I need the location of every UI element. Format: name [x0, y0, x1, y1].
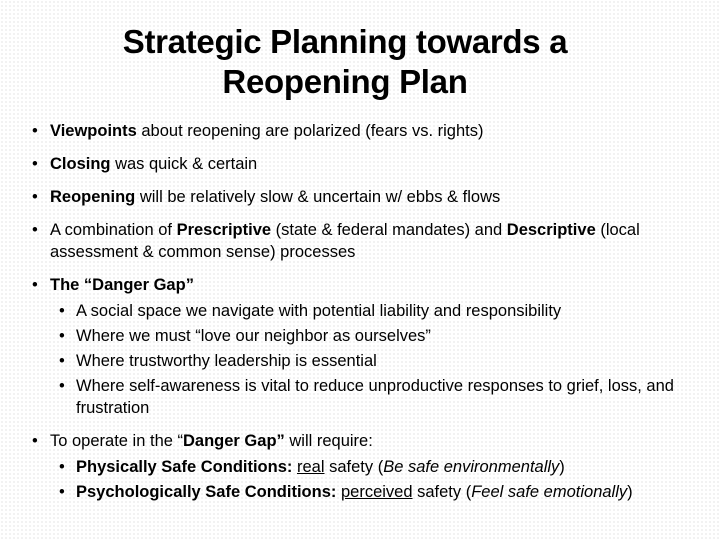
sub-bullet-psychological — [50, 481, 690, 503]
slide-title-line-2: Reopening Plan — [222, 63, 468, 100]
sub-bullet-underline: perceived — [340, 483, 413, 501]
bullet-danger-gap — [30, 274, 690, 419]
sub-bullet-list — [50, 456, 690, 503]
bullet-keyword: Danger Gap” — [183, 432, 285, 450]
bullet-text: (local assessment & common sense) processes — [50, 221, 640, 261]
bullet-combination — [30, 219, 690, 263]
bullet-text: A combination of — [50, 221, 177, 239]
sub-bullet-italic: Feel safe emotionally — [471, 483, 628, 501]
bullet-text: (state & federal mandates) and — [271, 221, 507, 239]
slide-title — [60, 22, 630, 102]
sub-bullet-keyword: Psychologically Safe Conditions: — [76, 483, 337, 501]
slide-body — [30, 120, 690, 514]
bullet-text: will require: — [284, 432, 373, 450]
bullet-keyword: The “Danger Gap” — [50, 276, 194, 294]
sub-bullet-text: safety ( — [412, 483, 472, 501]
bullet-operate — [30, 430, 690, 503]
bullet-viewpoints — [30, 120, 690, 142]
sub-bullet-italic: Be safe environmentally — [383, 458, 560, 476]
sub-bullet-text: ) — [559, 458, 565, 476]
bullet-text: was quick & certain — [110, 155, 258, 173]
bullet-closing — [30, 153, 690, 175]
sub-bullet: • Where we must “love our neighbor as ourselves” — [50, 325, 690, 347]
bullet-keyword: Closing — [50, 155, 111, 173]
sub-bullet-keyword: Physically Safe Conditions: — [76, 458, 293, 476]
sub-bullet-text: ) — [627, 483, 633, 501]
bullet-reopening — [30, 186, 690, 208]
sub-bullet-physical — [50, 456, 690, 478]
sub-bullet-list — [50, 300, 690, 419]
bullet-list — [30, 120, 690, 503]
bullet-keyword: Descriptive — [506, 221, 596, 239]
sub-bullet: • Where trustworthy leadership is essential — [50, 350, 690, 372]
sub-bullet-text: safety ( — [324, 458, 384, 476]
sub-bullet-underline: real — [296, 458, 325, 476]
slide-title-line-1: Strategic Planning towards a — [122, 23, 568, 60]
sub-bullet: • A social space we navigate with potential liability and responsibility — [50, 300, 690, 322]
bullet-keyword: Reopening — [50, 188, 136, 206]
bullet-keyword: Viewpoints — [50, 122, 137, 140]
bullet-text: To operate in the “ — [50, 432, 183, 450]
sub-bullet: • Where self-awareness is vital to reduce unproductive responses to grief, loss, and frustration — [50, 375, 690, 419]
bullet-text: will be relatively slow & uncertain w/ ebbs & flows — [135, 188, 501, 206]
bullet-keyword: Prescriptive — [176, 221, 272, 239]
bullet-text: about reopening are polarized (fears vs. rights) — [136, 122, 484, 140]
